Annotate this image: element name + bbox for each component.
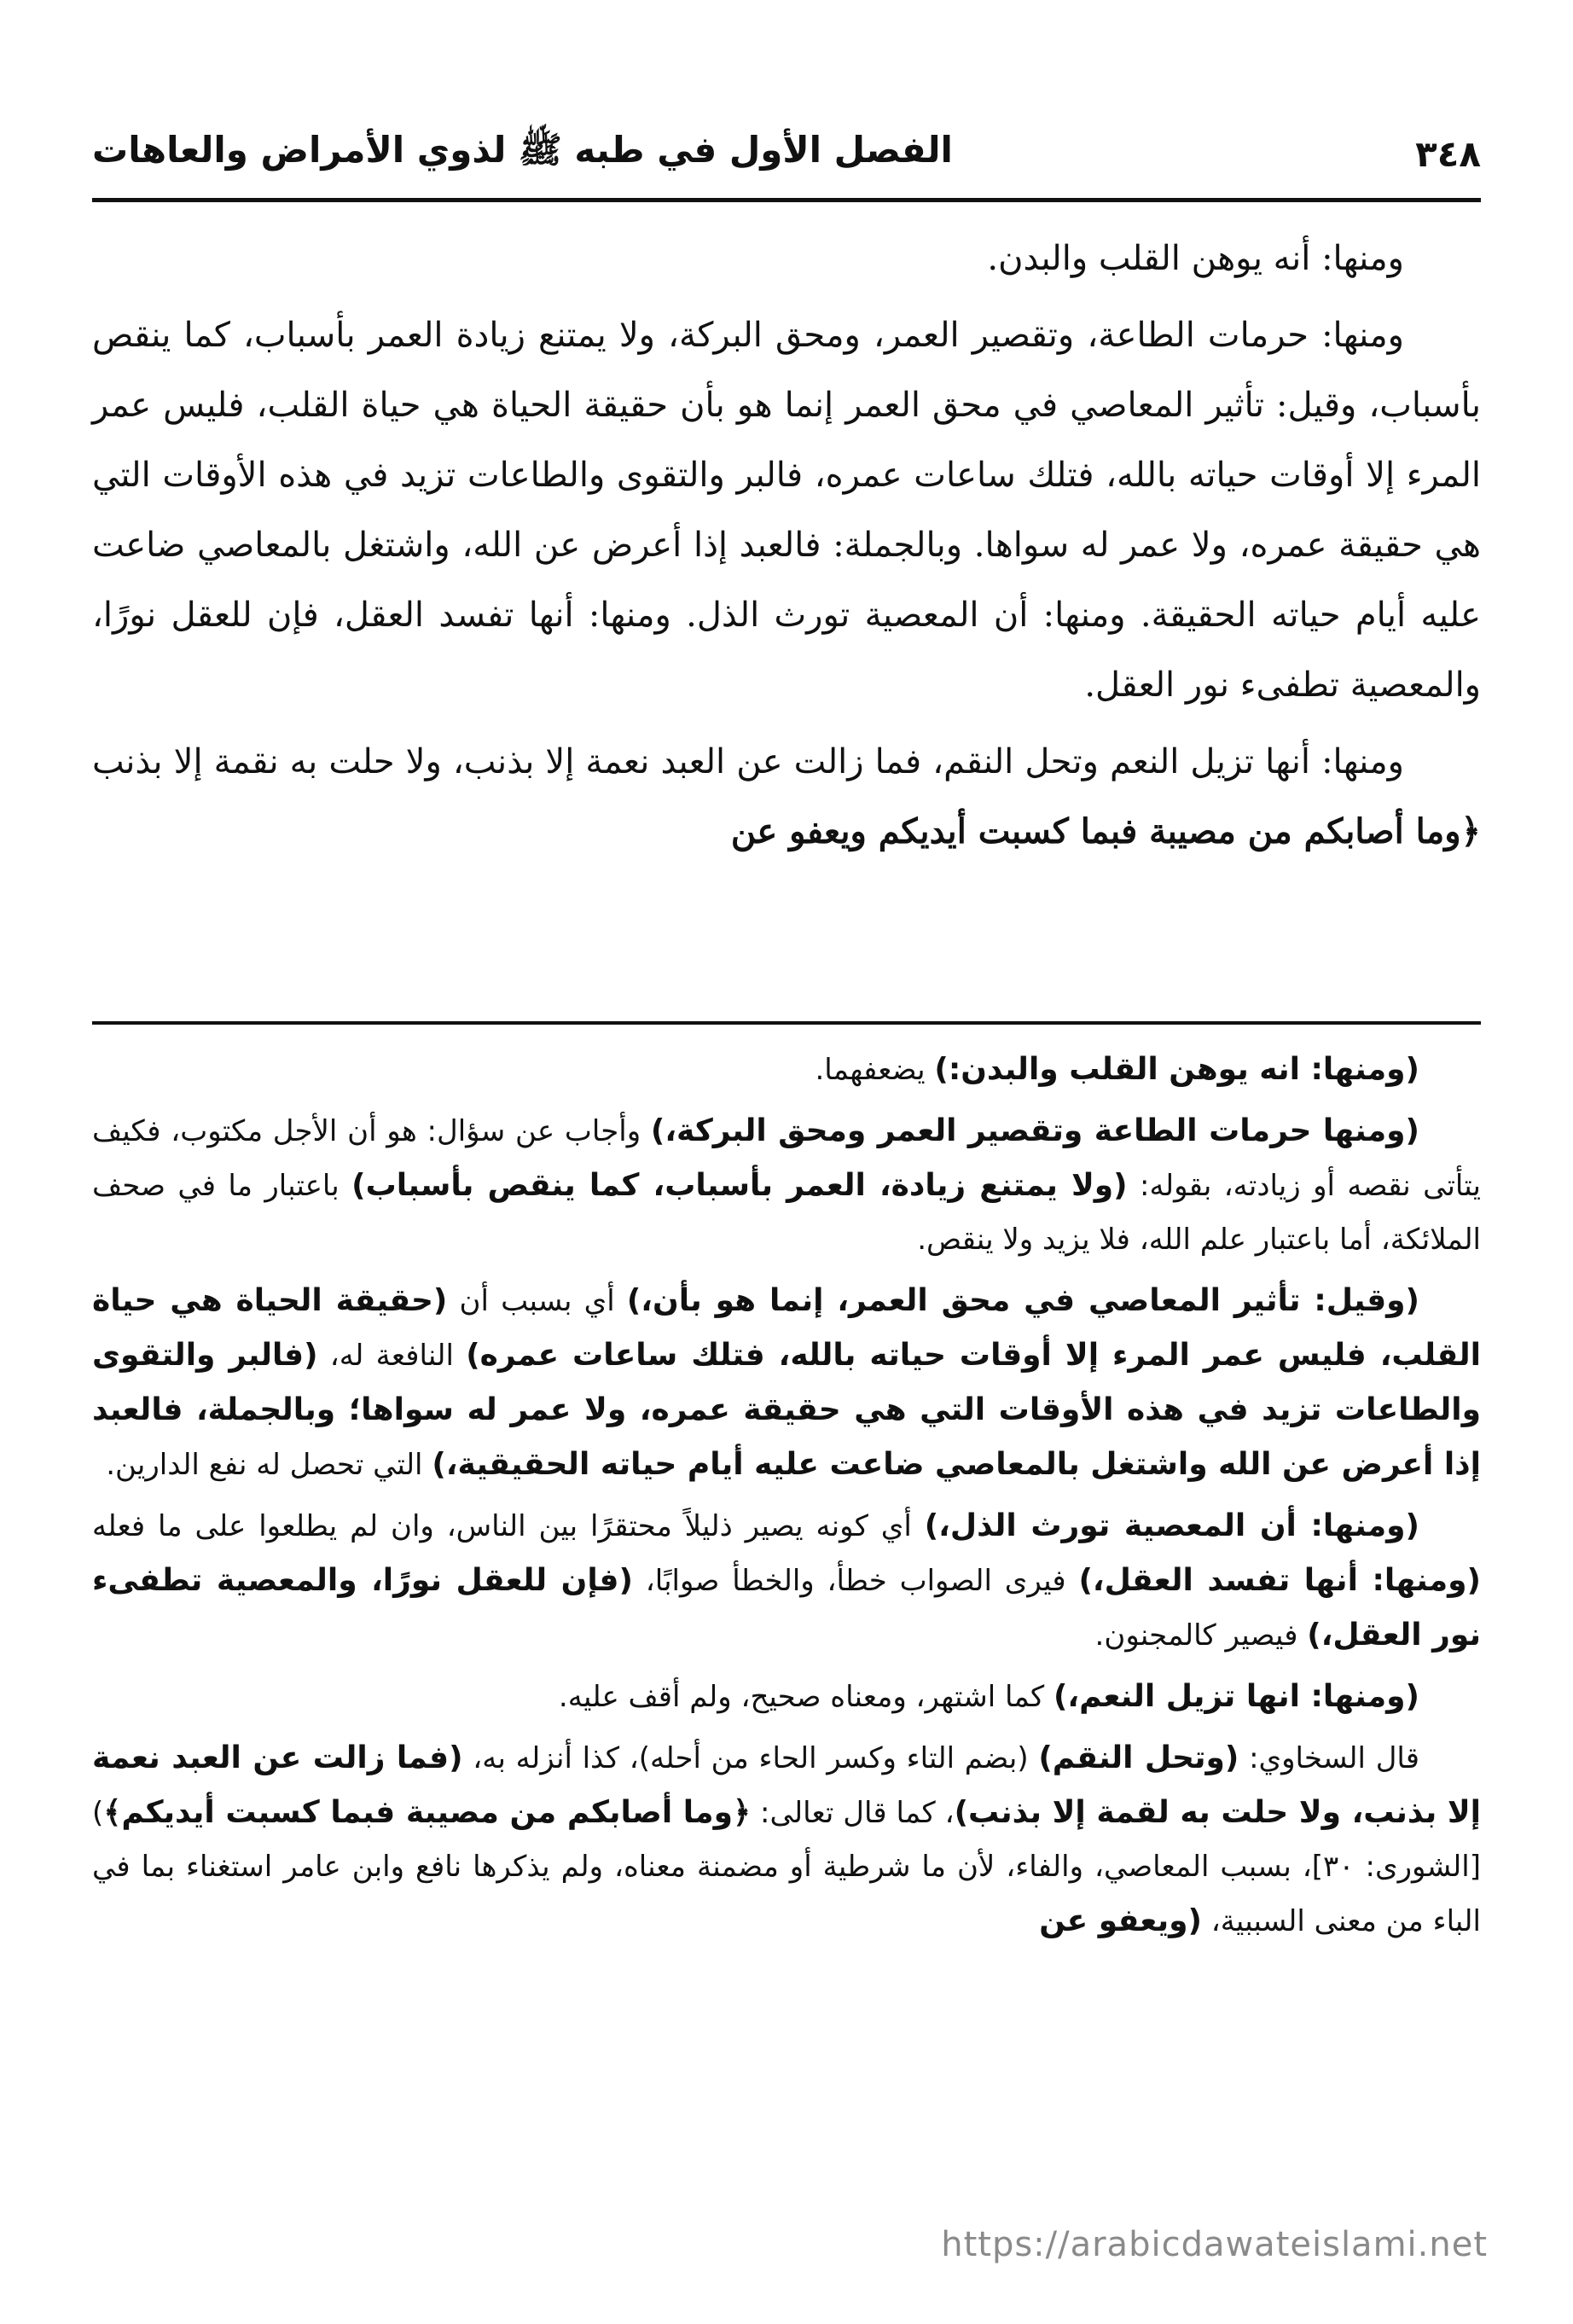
page-header — [92, 111, 1481, 196]
commentary-text: كما اشتهر، ومعناه صحيح، ولم أقف عليه. — [558, 1680, 1054, 1714]
commentary-text: قال السخاوي: — [1239, 1741, 1420, 1775]
commentary-paragraph — [92, 1043, 1481, 1097]
quoted-text: (فإن للعقل نورًا، والمعصية تطفىء نور العقل،) — [92, 1563, 1481, 1653]
commentary-paragraph — [92, 1731, 1481, 1949]
watermark-url: https://arabicdawateislami.net — [941, 2225, 1488, 2264]
quoted-text: (فالبر والتقوى والطاعات تزيد في هذه الأوقات التي هي حقيقة عمره، ولا عمر له سواها؛ وبالجملة، فالعبد إذا أعرض عن الله واشتغل بالمعاصي ضاعت عليه أيام حياته الحقيقية،) — [92, 1338, 1481, 1482]
commentary-text: (بضم التاء وكسر الحاء من أحله)، كذا أنزله به، — [462, 1741, 1039, 1775]
commentary-text: أي بسبب أن — [447, 1284, 627, 1318]
main-paragraph: ومنها: أنه يوهن القلب والبدن. — [987, 239, 1404, 278]
main-paragraph — [92, 727, 1481, 867]
quoted-text: (وقيل: تأثير المعاصي في محق العمر، إنما هو بأن،) — [626, 1283, 1420, 1318]
page-number: ٣٤٨ — [1415, 132, 1481, 175]
commentary-text: فيصير كالمجنون. — [1094, 1618, 1308, 1653]
main-paragraph: ومنها: حرمات الطاعة، وتقصير العمر، ومحق البركة، ولا يمتنع زيادة العمر بأسباب، كما ينقص بأسباب، وقيل: تأثير المعاصي في محق العمر إنما هو بأن حقيقة الحياة هي حياة القلب، فليس عمر المرء إلا أوقات حياته بالله، فتلك ساعات عمره، فالبر والتقوى والطاعات تزيد في هذه الأوقات التي هي حقيقة عمره، ولا عمر له سواها. وبالجملة: فالعبد إذا أعرض عن الله، واشتغل بالمعاصي ضاعت عليه أيام حياته الحقيقة. ومنها: أن المعصية تورث الذل. ومنها: أنها تفسد العقل، فإن للعقل نورًا، والمعصية تطفىء نور العقل. — [92, 316, 1481, 705]
header-divider — [92, 198, 1481, 202]
footnote-divider — [92, 1021, 1481, 1025]
quran-verse: ﴿وما أصابكم من مصيبة فبما كسبت أيديكم﴾ — [103, 1795, 752, 1830]
quoted-text: (ويعفو عن — [1039, 1903, 1202, 1938]
commentary-paragraph — [92, 1104, 1481, 1267]
commentary-text: التي تحصل له نفع الدارين. — [106, 1448, 432, 1482]
quoted-text: (ومنها: أنها تفسد العقل،) — [1078, 1563, 1481, 1598]
main-text — [92, 224, 1481, 874]
commentary — [92, 1043, 1481, 1955]
commentary-text: النافعة له، — [317, 1339, 467, 1373]
commentary-text: ، كما قال تعالى: — [751, 1796, 955, 1830]
quran-verse: ﴿وما أصابكم من مصيبة فبما كسبت أيديكم ويعفو عن — [730, 811, 1481, 851]
commentary-text: فيرى الصواب خطأ، والخطأ صوابًا، — [632, 1564, 1079, 1598]
commentary-text: باعتبار ما في صحف الملائكة، أما باعتبار علم الله، فلا يزيد ولا ينقص. — [92, 1169, 1481, 1257]
commentary-paragraph — [92, 1274, 1481, 1492]
quoted-text: (ومنها: انه يوهن القلب والبدن:) — [934, 1052, 1419, 1087]
quoted-text: (ومنها حرمات الطاعة وتقصير العمر ومحق البركة،) — [650, 1113, 1419, 1148]
commentary-text: ) [الشورى: ٣٠]، بسبب المعاصي، والفاء، لأن ما شرطية أو مضمنة معناه، ولم يذكرها نافع وابن عامر استغناء بما في الباء من معنى السببية، — [92, 1796, 1481, 1938]
commentary-paragraph — [92, 1499, 1481, 1663]
quoted-text: (وتحل النقم) — [1038, 1740, 1239, 1775]
chapter-title: الفصل الأول في طبه ﷺ لذوي الأمراض والعاهات — [92, 128, 953, 171]
quoted-text: (ومنها: أن المعصية تورث الذل،) — [924, 1508, 1419, 1543]
quoted-text: (فما زالت عن العبد نعمة إلا بذنب، ولا حلت به لقمة إلا بذنب) — [92, 1740, 1482, 1830]
commentary-text: أي كونه يصير ذليلاً محتقرًا بين الناس، وان لم يطلعوا على ما فعله — [92, 1509, 925, 1543]
quoted-text: (ولا يمتنع زيادة، العمر بأسباب، كما ينقص بأسباب) — [351, 1168, 1128, 1203]
quoted-text: (ومنها: انها تزيل النعم،) — [1053, 1679, 1419, 1714]
commentary-text: وأجاب عن سؤال: هو أن الأجل مكتوب، فكيف يتأتى نقصه أو زيادته، بقوله: — [92, 1114, 1481, 1203]
commentary-text: يضعفهما. — [815, 1053, 935, 1087]
quoted-text: (حقيقة الحياة هي حياة القلب، فليس عمر المرء إلا أوقات حياته بالله، فتلك ساعات عمره) — [92, 1283, 1481, 1373]
commentary-paragraph — [92, 1670, 1481, 1724]
main-text-span: ومنها: أنها تزيل النعم وتحل النقم، فما زالت عن العبد نعمة إلا بذنب، ولا حلت به نقمة إلا بذنب — [92, 742, 1404, 781]
